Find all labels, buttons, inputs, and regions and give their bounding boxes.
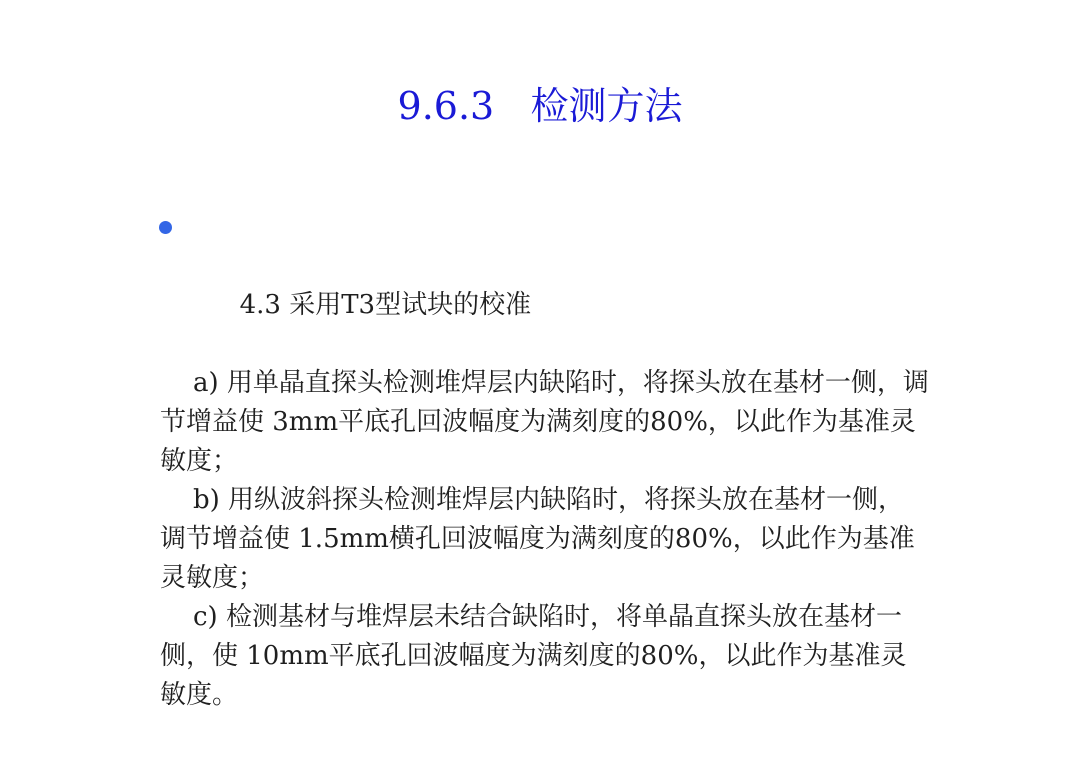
paragraph-b: b) 用纵波斜探头检测堆焊层内缺陷时，将探头放在基材一侧，调节增益使 1.5mm横孔回波幅度为满刻度的80%，以此作为基准灵敏度； xyxy=(160,485,915,593)
paragraph-c: c) 检测基材与堆焊层未结合缺陷时，将单晶直探头放在基材一侧，使 10mm平底孔回波幅度为满刻度的80%，以此作为基准灵敏度。 xyxy=(160,602,907,710)
bullet-dot-icon xyxy=(159,221,172,234)
paragraph-a: a) 用单晶直探头检测堆焊层内缺陷时，将探头放在基材一侧，调节增益使 3mm平底孔回波幅度为满刻度的80%，以此作为基准灵敏度； xyxy=(160,368,929,476)
slide-content xyxy=(160,208,930,715)
slide-title: 9.6.3 检测方法 xyxy=(397,84,683,128)
bullet-heading: 4.3 采用T3型试块的校准 xyxy=(239,290,532,320)
bullet-item xyxy=(160,208,930,364)
